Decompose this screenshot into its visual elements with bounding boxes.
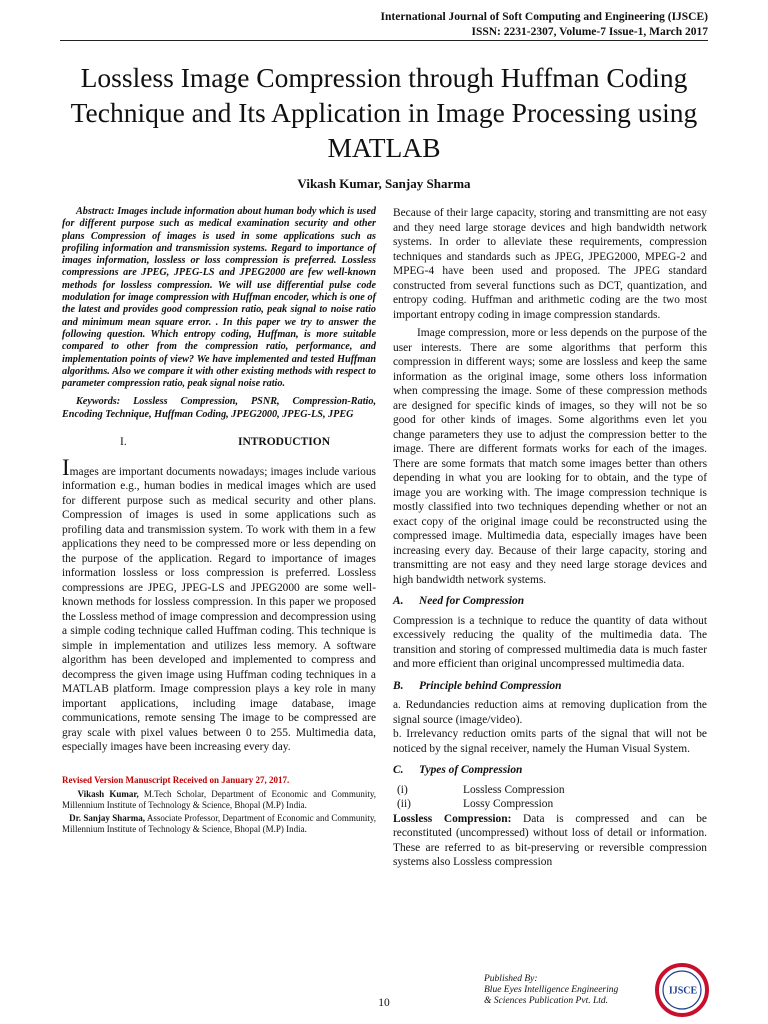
subsection-a-title: Need for Compression xyxy=(419,595,525,607)
subsection-b-item-a: a. Redundancies reduction aims at removing duplication from the signal source (image/video). xyxy=(393,699,707,726)
subsection-b-item-b: b. Irrelevancy reduction omits parts of the signal that will not be noticed by the signal receiver, namely the Human Visual System. xyxy=(393,728,707,755)
body-paragraph-2: Image compression, more or less depends on the purpose of the user interests. There are some algorithms that perform this compression in different ways; some are lossless and keep the same information as the original image, some others loss information when compressing the image. Some of these compression methods are designed for specific kinds of images, so they will not be so good for other kinds of images. Some algorithms even let you change parameters they use to adjust the compression better to the image. There are different formats works for each of the images. There are some formats that match some images better than others depending in what you are looking for to obtain, and the type of image you are working with. The image compression technique is mostly classified into two techniques depending whether or not an exact copy of the original image could be reconstructed using the compressed image. Multimedia data, especially images have been increasing every day. Because of their large capacity, storing and transmitting are not easy and they need large storage devices and high bandwidth network systems. xyxy=(393,327,707,586)
subsection-a-letter: A. xyxy=(393,595,404,607)
paper-authors: Vikash Kumar, Sanjay Sharma xyxy=(297,176,471,191)
lossless-text: Data is compressed and can be reconstituted (uncompressed) without loss of detail or information. These are referred to as bit-preserving or reversible compression systems also Lossless compression xyxy=(393,812,707,868)
subsection-c-heading xyxy=(393,763,707,778)
footnote-author-1-text: M.Tech Scholar, Department of Economic and Community, Millennium Institute of Technology & Science, Bhopal (M.P) India. xyxy=(62,789,376,811)
list-item-number: (ii) xyxy=(397,798,411,810)
section-number: I. xyxy=(119,436,127,449)
footnote-author-2 xyxy=(62,813,376,835)
lossless-paragraph xyxy=(393,812,707,870)
list-item-text: Lossless Compression xyxy=(463,783,565,796)
intro-text: mages are important documents nowadays; images include various information e.g., human bodies in medical images which are used for different purpose such as medical security and other plans. Compression of images is used in some applications such as profiling data and transmission system. To work with them in a few applications they need to be compressed more or less depending on the purpose of the application. Regard to importance of images information lossless or loss compression is preferred. Lossless compressions are JPEG, JPEG-LS and JPEG2000 are some well-known methods for lossless compression. In this paper we proposed the Lossless method of image compression and decompression using a simple coding technique called Huffman coding. This technique is simple in implementation and utilizes less memory. A software algorithm has been developed and implemented to compress and decompress the given image using Huffman coding techniques in a MATLAB platform. Image compression plays a key role in many important applications, including image database, image communications, remote sensing The image to be compressed are gray scale with pixel values between 0 to 255. Multimedia data, especially images have been increasing every day. xyxy=(62,465,376,754)
abstract: Abstract: Images include information about human body which is used for different purpose such as medical examination security and other plans Compression of images is used in some applications such as profiling information and transmission systems. Regard to importance of images information, lossless or loss compression is preferred. Lossless compressions are JPEG, JPEG-LS and JPEG2000 are few well-known methods for lossless compression. We will use differential pulse code modulation for image compression with Huffman encoder, which is one of the latest and provides good compression ratio, peak signal to noise ratio and minimum mean square error. . In this paper we try to answer the following question. Which entropy coding, Huffman, is more suitable compared to other from the compression ratio, performance, and implementation points of view? We have implemented and tested Huffman algorithms. Also we compare it with other existing methods with respect to parameter compression ratio, peak signal noise ratio. xyxy=(62,206,376,390)
journal-header xyxy=(381,10,708,40)
footnote-author-1 xyxy=(62,789,376,811)
page-number: 10 xyxy=(378,997,390,1009)
publisher-line-2: & Sciences Publication Pvt. Ltd. xyxy=(484,996,609,1006)
list-item xyxy=(393,797,707,812)
subsection-c-letter: C. xyxy=(393,764,404,776)
logo-text: IJSCE xyxy=(668,985,698,997)
keywords: Keywords: Lossless Compression, PSNR, Compression-Ratio, Encoding Technique, Huffman Coding, JPEG2000, JPEG-LS, JPEG xyxy=(62,396,376,420)
subsection-b-title: Principle behind Compression xyxy=(419,679,562,692)
section-heading xyxy=(62,435,376,450)
footnote-author-2-text: Associate Professor, Department of Economic and Community, Millennium Institute of Technology & Science, Bhopal (M.P) India. xyxy=(62,813,377,835)
footnote-author-2-name: Dr. Sanjay Sharma, xyxy=(69,813,145,824)
right-column xyxy=(393,206,707,870)
subsection-b-letter: B. xyxy=(393,679,404,692)
list-item-number: (i) xyxy=(397,783,408,796)
subsection-a-text: Compression is a technique to reduce the quantity of data without excessively reducing the quality of the multimedia data. The transition and storing of compressed multimedia data is much faster and more efficient than original uncompressed multimedia data. xyxy=(393,614,707,670)
lossless-label: Lossless Compression: xyxy=(393,812,512,825)
revised-note: Revised Version Manuscript Received on January 27, 2017. xyxy=(62,774,290,785)
left-column xyxy=(62,206,376,835)
journal-issn: ISSN: 2231-2307, Volume-7 Issue-1, March 2017 xyxy=(471,26,708,38)
list-item-text: Lossy Compression xyxy=(463,798,554,810)
publisher-line-1: Blue Eyes Intelligence Engineering xyxy=(484,985,619,995)
journal-name: International Journal of Soft Computing and Engineering (IJSCE) xyxy=(380,11,708,23)
intro-paragraph xyxy=(62,454,376,755)
paper-title: Lossless Image Compression through Huffman Coding Technique and Its Application in Image Processing using MATLAB xyxy=(70,62,698,163)
subsection-b-heading xyxy=(393,679,707,694)
section-title: INTRODUCTION xyxy=(237,436,330,449)
subsection-a-heading xyxy=(393,594,707,609)
footnote-author-1-name: Vikash Kumar, xyxy=(77,789,139,800)
published-by: Published By: xyxy=(484,974,538,984)
subsection-c-title: Types of Compression xyxy=(419,764,523,776)
body-paragraph-1: Because of their large capacity, storing and transmitting are not easy and they need large storage devices and high bandwidth network systems. In order to alleviate these requirements, compression techniques and standards such as JPEG, JPEG2000, MPEG-2 and MPEG-4 have been used and proposed. The JPEG standard constructed from several functions such as DCT, quantization, and entropy coding. Huffman and arithmetic coding are the two most important entropy coding in image compression standards. xyxy=(393,207,707,321)
header-rule xyxy=(60,40,708,41)
list-item xyxy=(393,783,707,798)
ijsce-logo xyxy=(652,962,712,1018)
intro-dropcap: I xyxy=(62,454,70,480)
